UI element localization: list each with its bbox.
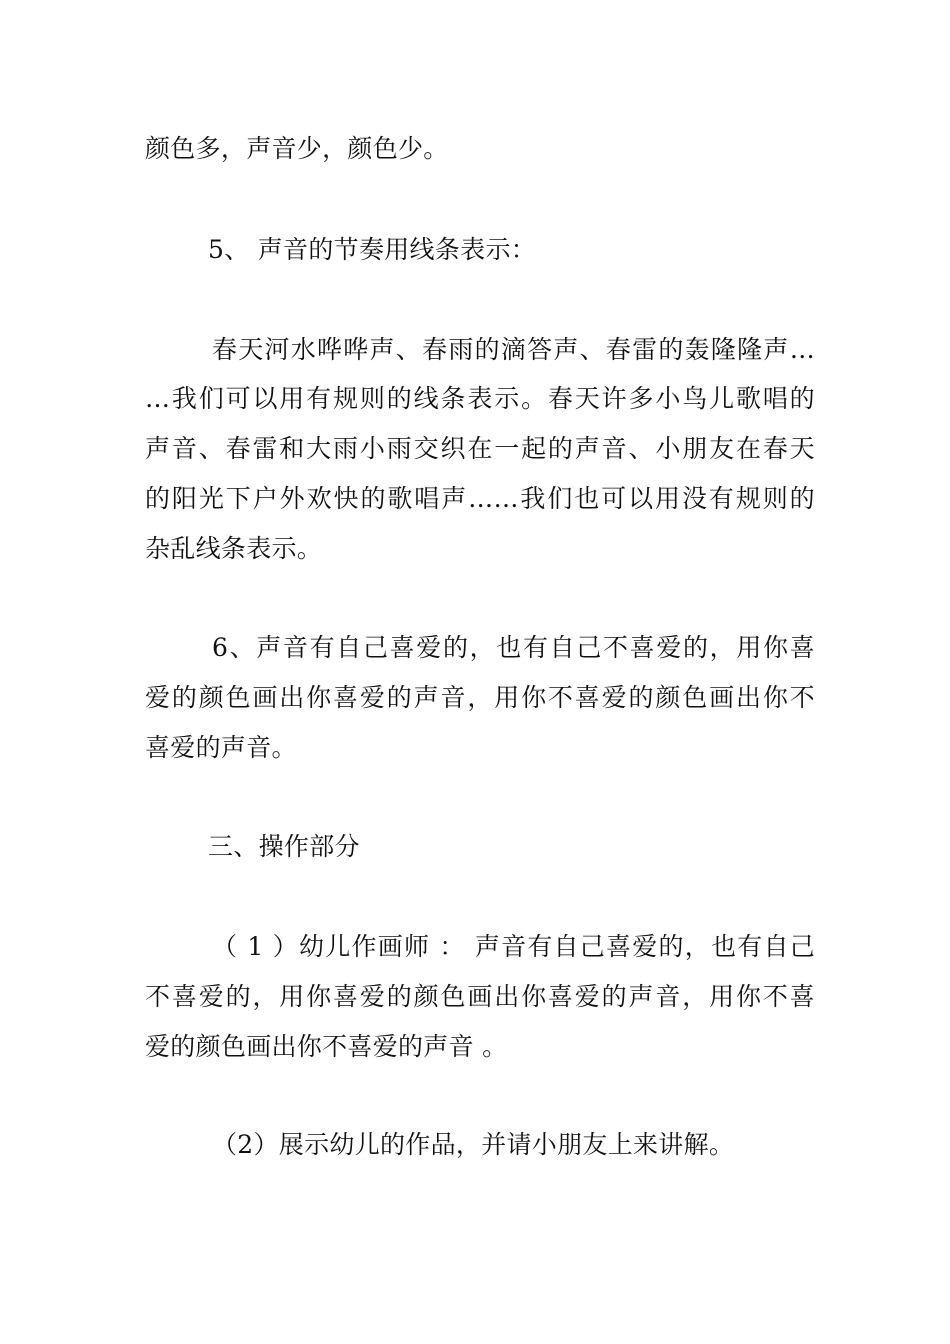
text-line: （ 1 ）幼儿作画师 ： 声音有自己喜爱的，也有自己 — [212, 932, 815, 961]
text-line: 不喜爱的，用你喜爱的颜色画出你喜爱的声音，用你不喜 — [145, 982, 815, 1011]
text-line: 春天河水哗哗声、春雨的滴答声、春雷的轰隆隆声… — [212, 335, 815, 364]
text-line: 爱的颜色画出你喜爱的声音，用你不喜爱的颜色画出你不 — [145, 683, 815, 712]
text-line: 6、声音有自己喜爱的，也有自己不喜爱的，用你喜 — [212, 633, 815, 662]
text-line: …我们可以用有规则的线条表示。春天许多小鸟儿歌唱的 — [145, 384, 815, 413]
text-line: 颜色多，声音少，颜色少。 — [145, 134, 449, 163]
text-line: 声音、春雷和大雨小雨交织在一起的声音、小朋友在春天 — [145, 434, 815, 463]
text-line: 的阳光下户外欢快的歌唱声……我们也可以用没有规则的 — [145, 484, 815, 513]
text-line: 杂乱线条表示。 — [145, 534, 323, 563]
text-line: 喜爱的声音。 — [145, 733, 297, 762]
section-heading: 5、 声音的节奏用线条表示： — [208, 235, 537, 264]
section-heading: 三、操作部分 — [208, 832, 360, 861]
text-line: 爱的颜色画出你不喜爱的声音 。 — [145, 1032, 508, 1061]
text-line: （2）展示幼儿的作品，并请小朋友上来讲解。 — [212, 1130, 735, 1159]
